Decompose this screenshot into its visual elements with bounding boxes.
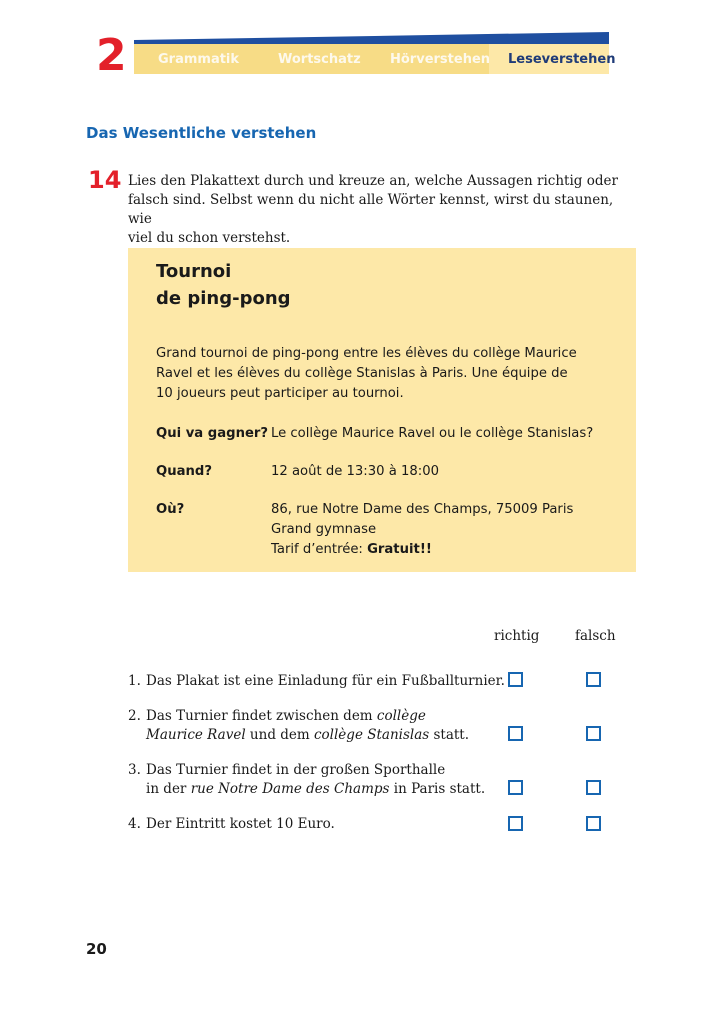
section-tab-bar	[134, 30, 616, 75]
poster-intro-line: Grand tournoi de ping-pong entre les élèves du collège Maurice	[156, 346, 577, 361]
price-value: Gratuit!!	[367, 542, 432, 557]
statement-text	[146, 815, 506, 834]
exercise-instruction	[128, 172, 638, 248]
checkbox-1-falsch[interactable]	[586, 672, 601, 687]
poster-intro	[156, 344, 626, 404]
statement-italic-part: Maurice Ravel	[146, 727, 246, 743]
poster-intro-line: 10 joueurs peut participer au tournoi.	[156, 386, 404, 401]
section-tabs	[134, 50, 616, 72]
address-line: 86, rue Notre Dame des Champs, 75009 Paris	[271, 502, 574, 517]
instruction-line: viel du schon verstehst.	[128, 230, 291, 246]
checkbox-4-richtig[interactable]	[508, 816, 523, 831]
venue-line: Grand gymnase	[271, 522, 377, 537]
poster	[128, 248, 636, 572]
statement-text	[146, 761, 506, 799]
page-number: 20	[86, 940, 107, 958]
tab-grammatik[interactable]: Grammatik	[158, 52, 240, 67]
price-line	[271, 540, 631, 560]
tab-wortschatz[interactable]: Wortschatz	[278, 52, 361, 67]
statement-text-part: in Paris statt.	[389, 781, 486, 797]
statement-text-part: Das Turnier findet in der großen Sporthalle	[146, 762, 446, 778]
statement-text-part: und dem	[245, 727, 314, 743]
statement-line	[146, 761, 506, 780]
checkbox-4-falsch[interactable]	[586, 816, 601, 831]
poster-title-line: de ping-pong	[156, 288, 291, 309]
statement-line	[146, 726, 506, 745]
tab-leseverstehen[interactable]: Leseverstehen	[508, 52, 616, 67]
statement-text-part: in der	[146, 781, 191, 797]
chapter-number: 2	[96, 30, 127, 81]
tab-hoerverstehen[interactable]: Hörverstehen	[390, 52, 491, 67]
checkbox-2-richtig[interactable]	[508, 726, 523, 741]
checkbox-1-richtig[interactable]	[508, 672, 523, 687]
who-label: Qui va gagner?	[156, 426, 269, 441]
column-header-falsch: falsch	[575, 628, 616, 644]
statement-number: 1.	[128, 673, 141, 689]
poster-title	[156, 258, 456, 312]
section-title: Das Wesentliche verstehen	[86, 124, 317, 142]
statement-number: 2.	[128, 708, 141, 724]
who-value: Le collège Maurice Ravel ou le collège Stanislas?	[271, 426, 594, 441]
statement-italic-part: rue Notre Dame des Champs	[190, 781, 390, 797]
instruction-line: falsch sind. Selbst wenn du nicht alle Wörter kennst, wirst du staunen, wie	[128, 192, 614, 227]
where-value	[271, 500, 631, 560]
when-value: 12 août de 13:30 à 18:00	[271, 464, 439, 479]
checkbox-3-falsch[interactable]	[586, 780, 601, 795]
checkbox-2-falsch[interactable]	[586, 726, 601, 741]
statement-text	[146, 707, 506, 745]
statement-number: 3.	[128, 762, 141, 778]
when-label: Quand?	[156, 464, 212, 479]
statement-text-part: statt.	[429, 727, 470, 743]
poster-intro-line: Ravel et les élèves du collège Stanislas à Paris. Une équipe de	[156, 366, 568, 381]
statement-italic-part: collège	[376, 708, 426, 724]
price-label: Tarif d’entrée:	[271, 542, 368, 557]
checkbox-3-richtig[interactable]	[508, 780, 523, 795]
instruction-line: Lies den Plakattext durch und kreuze an, welche Aussagen richtig oder	[128, 173, 618, 189]
column-header-richtig: richtig	[494, 628, 540, 644]
statement-line	[146, 707, 506, 726]
statement-text-part: Das Plakat ist eine Einladung für ein Fußballturnier.	[146, 673, 505, 689]
statement-text-part: Der Eintritt kostet 10 Euro.	[146, 816, 335, 832]
statement-text-part: Das Turnier findet zwischen dem	[146, 708, 377, 724]
where-label: Où?	[156, 502, 185, 517]
statement-line	[146, 780, 506, 799]
poster-title-line: Tournoi	[156, 261, 232, 282]
exercise-number: 14	[88, 166, 122, 194]
statement-italic-part: collège Stanislas	[313, 727, 430, 743]
statement-number: 4.	[128, 816, 141, 832]
statement-text	[146, 672, 506, 691]
